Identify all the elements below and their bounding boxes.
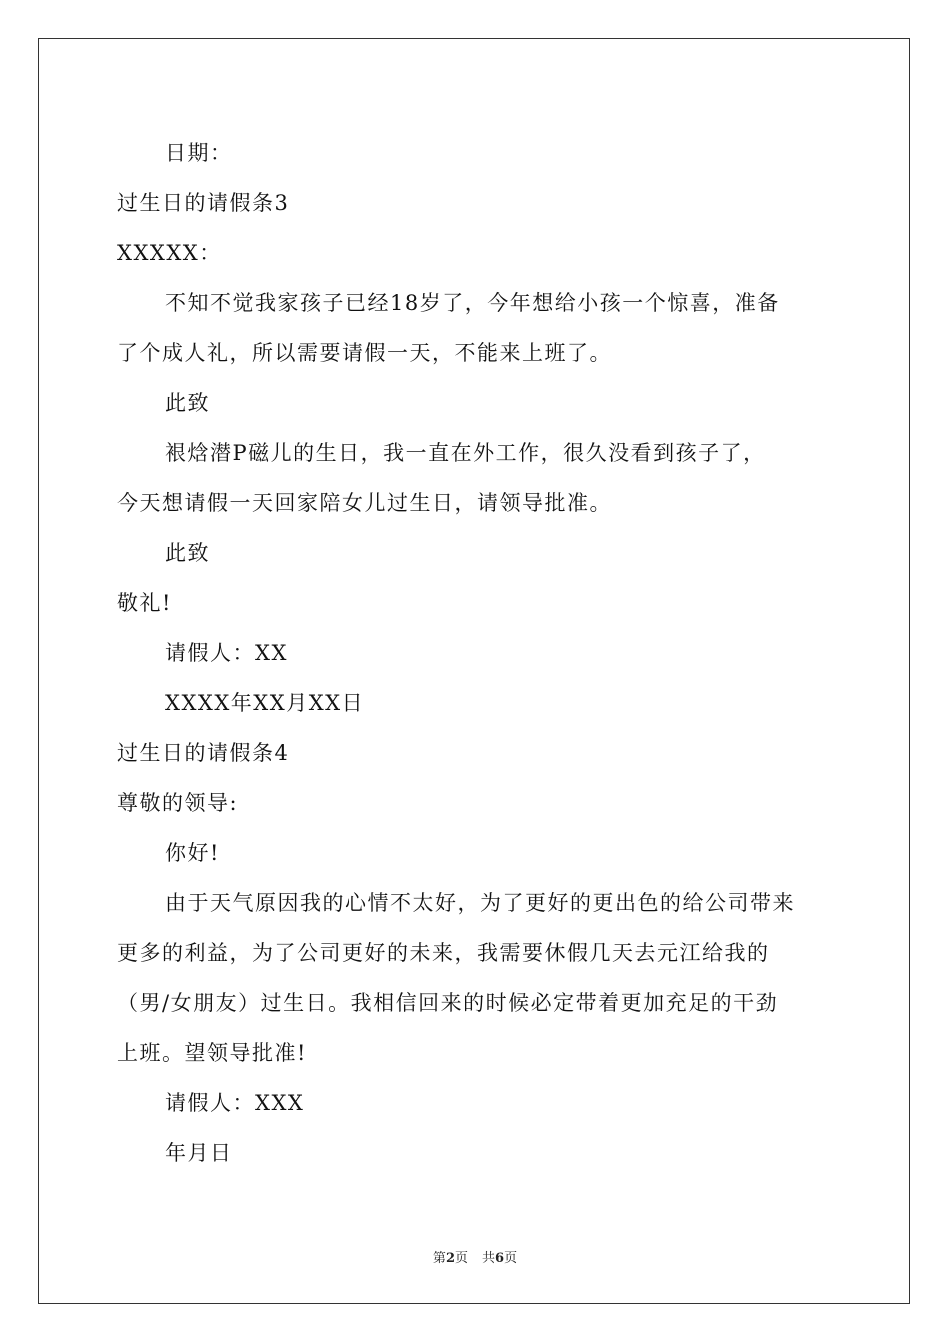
paragraph-line: （男/女朋友）过生日。我相信回来的时候必定带着更加充足的干劲 [117,991,779,1015]
salutation-line: 尊敬的领导: [117,791,239,815]
closing-line: 此致 [165,541,210,565]
paragraph-line: 由于天气原因我的心情不太好，为了更好的更出色的给公司带来 [165,891,795,915]
signature-line: 请假人：XX [165,641,288,665]
closing-line: 敬礼! [117,591,172,615]
date-line: XXXX年XX月XX日 [165,691,365,715]
paragraph-line: 今天想请假一天回家陪女儿过生日，请领导批准。 [117,491,612,515]
section-title-3: 过生日的请假条3 [117,191,290,215]
paragraph-line: 了个成人礼，所以需要请假一天，不能来上班了。 [117,341,612,365]
page-footer [0,1247,950,1266]
paragraph-line: 裉焓潜P磁儿的生日，我一直在外工作，很久没看到孩子了， [165,441,766,465]
page-total: 6 [495,1251,505,1266]
date-line: 日期： [165,141,233,165]
page-current: 2 [445,1251,455,1266]
page-unit: 页 [454,1251,468,1266]
page-prefix: 第 [432,1251,446,1266]
document-body [117,128,837,1178]
signature-line: 请假人：XXX [165,1091,305,1115]
paragraph-line: 不知不觉我家孩子已经18岁了，今年想给小孩一个惊喜，准备 [165,291,780,315]
section-title-4: 过生日的请假条4 [117,741,290,765]
salutation-line: XXXXX： [117,241,222,265]
total-unit: 页 [504,1251,518,1266]
closing-line: 此致 [165,391,210,415]
greeting-line: 你好! [165,841,220,865]
paragraph-line: 更多的利益，为了公司更好的未来，我需要休假几天去元江给我的 [117,941,770,965]
paragraph-line: 上班。望领导批准! [117,1041,307,1065]
date-line: 年月日 [165,1141,233,1165]
total-prefix: 共 [482,1251,496,1266]
